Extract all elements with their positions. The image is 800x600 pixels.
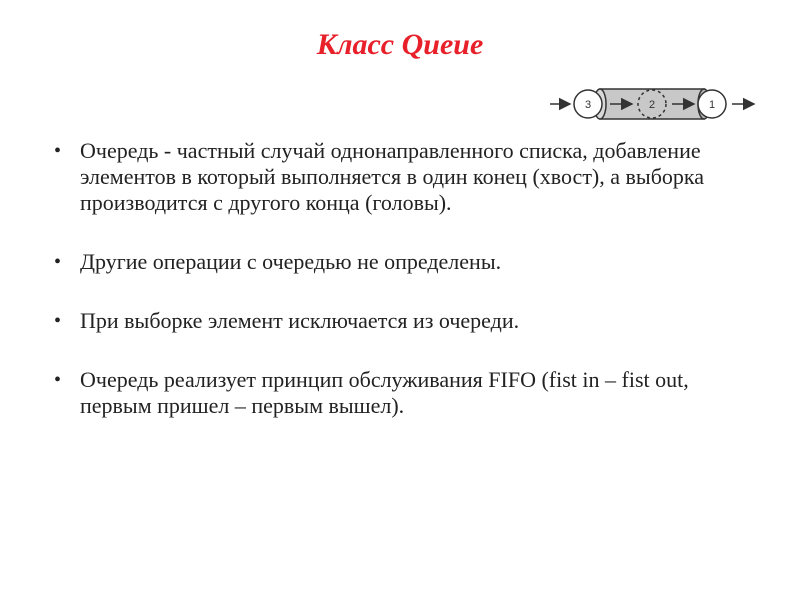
queue-node-3-label: 3	[584, 99, 592, 111]
bullet-item	[44, 249, 764, 275]
queue-diagram	[548, 80, 760, 130]
bullet-text: При выборке элемент исключается из очереди.	[80, 308, 520, 333]
bullet-text: Очередь реализует принцип обслуживания FIFO (fist in – fist out, первым пришел – первым вышел).	[80, 367, 689, 418]
bullet-list	[44, 138, 764, 452]
bullet-item	[44, 308, 764, 334]
bullet-text: Другие операции с очередью не определены.	[80, 249, 502, 274]
bullet-marker: •	[54, 369, 62, 391]
bullet-item	[44, 367, 764, 419]
bullet-text: Очередь - частный случай однонаправленного списка, добавление элементов в который выполняется в один конец (хвост), а выборка производится с другого конца (головы).	[80, 138, 705, 215]
queue-node-1-label: 1	[708, 99, 716, 111]
bullet-item	[44, 138, 764, 216]
bullet-marker: •	[54, 251, 62, 273]
queue-node-2-label: 2	[648, 99, 656, 111]
slide-title: Класс Queue	[316, 28, 484, 61]
bullet-marker: •	[54, 310, 62, 332]
bullet-marker: •	[54, 140, 62, 162]
